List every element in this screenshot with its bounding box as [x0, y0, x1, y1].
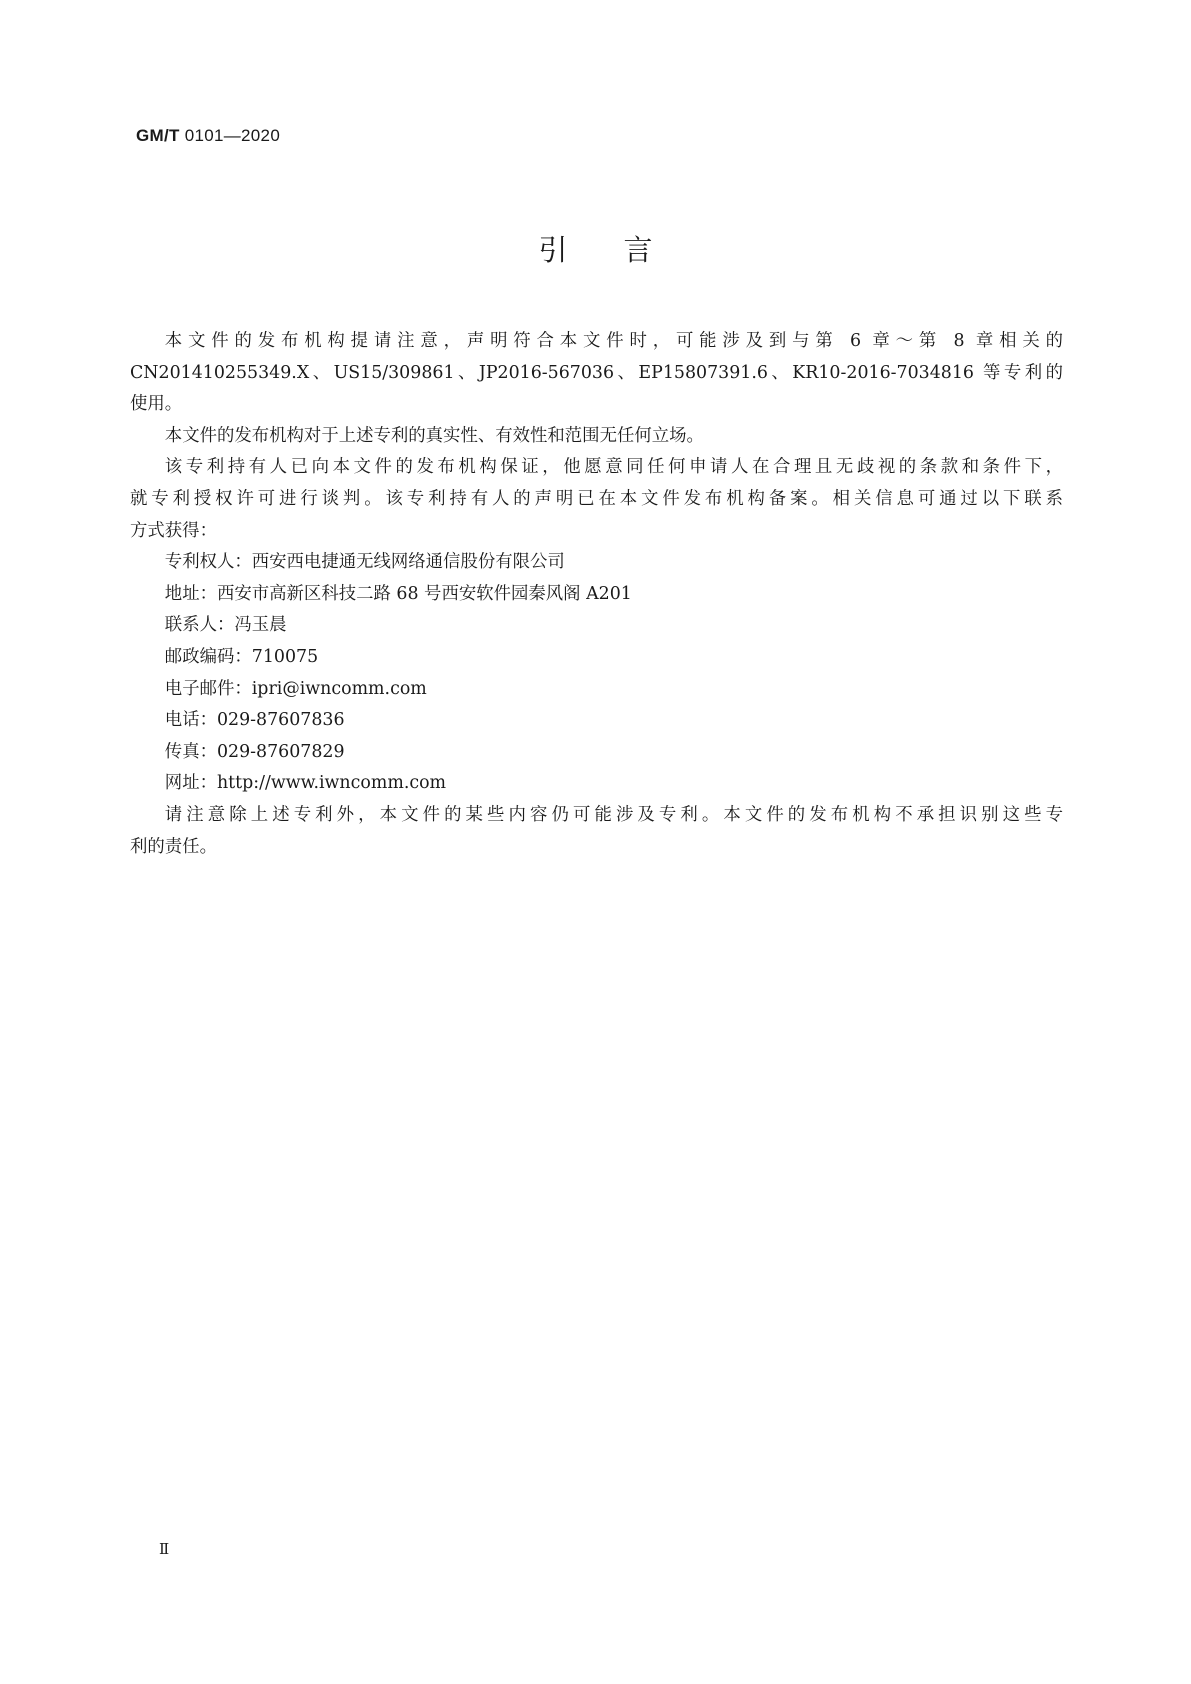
- paragraph-holder-line-3: 方式获得：: [130, 520, 217, 541]
- paragraph-holder-line-2: 就专利授权许可进行谈判。该专利持有人的声明已在本文件发布机构备案。相关信息可通过以下联系: [130, 488, 1063, 509]
- contact-fax: 传真：029-87607829: [164, 741, 345, 762]
- page-title: 引言: [538, 233, 709, 267]
- paragraph-holder-line-1: 该专利持有人已向本文件的发布机构保证，他愿意同任何申请人在合理且无歧视的条款和条件下，: [164, 457, 1063, 478]
- standard-code: [136, 126, 280, 146]
- paragraph-notice-line-1: 本文件的发布机构提请注意，声明符合本文件时，可能涉及到与第 6 章～第 8 章相关的: [164, 331, 1063, 351]
- contact-email: 电子邮件：ipri@iwncomm.com: [164, 678, 427, 699]
- paragraph-notice-line-2: CN201410255349.X、US15/309861、JP2016-567036、EP15807391.6、KR10-2016-7034816 等专利的: [130, 362, 1063, 383]
- paragraph-notice-line-3: 使用。: [130, 394, 183, 415]
- contact-phone: 电话：029-87607836: [164, 710, 345, 731]
- page-number: Ⅱ: [159, 1540, 170, 1558]
- standard-number: 0101—2020: [184, 126, 281, 145]
- contact-patentee: 专利权人：西安西电捷通无线网络通信股份有限公司: [164, 552, 565, 573]
- contact-website: 网址：http://www.iwncomm.com: [164, 773, 447, 794]
- paragraph-position: 本文件的发布机构对于上述专利的真实性、有效性和范围无任何立场。: [164, 425, 704, 446]
- contact-postcode: 邮政编码：710075: [164, 646, 319, 667]
- contact-person: 联系人：冯玉晨: [164, 615, 287, 636]
- paragraph-disclaimer-line-1: 请注意除上述专利外，本文件的某些内容仍可能涉及专利。本文件的发布机构不承担识别这些专: [164, 804, 1063, 825]
- contact-address: 地址：西安市高新区科技二路 68 号西安软件园秦风阁 A201: [164, 583, 632, 604]
- document-body: [130, 326, 1063, 863]
- standard-prefix: GM/T: [136, 126, 180, 145]
- paragraph-disclaimer-line-2: 利的责任。: [130, 836, 217, 857]
